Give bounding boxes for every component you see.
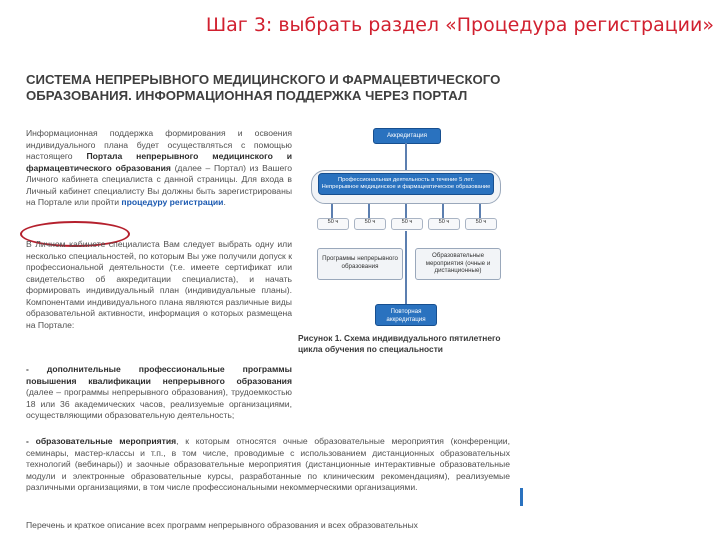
diagram-connector — [405, 204, 407, 218]
paragraph-intro — [26, 128, 292, 209]
paragraph-personal-cabinet: В Личном кабинете специалиста Вам следует выбрать одну или несколько специальностей, по которым Вы уже получили допуск к профессиональной деятельности (т.е. имеете сертификат или свидетельство об аккредитации специалиста), и начать формировать индивидуальный план (индивидуальные планы). Компонентами индивидуального плана являются различные виды образовательной активности, информация о которых размещена на Портале: — [26, 239, 292, 330]
scroll-marker — [520, 488, 523, 506]
paragraph-intro-text-a: Информационная поддержка формирования и освоения индивидуального плана будет осуществляться с помощью настоящего — [26, 128, 292, 161]
paragraph-list: Перечень и краткое описание всех программ непрерывного образования и всех образовательных — [26, 520, 418, 530]
events-bold: - образовательные мероприятия — [26, 436, 177, 446]
programs-bold: - дополнительные профессиональные программы повышения квалификации непрерывного образования — [26, 364, 292, 386]
diagram-connector — [405, 143, 407, 170]
diagram-connector — [331, 204, 333, 218]
programs-text: (далее – программы непрерывного образования), трудоемкостью 18 или 36 академических часов, реализуемые организациями, осуществляющими образовательную деятельность; — [26, 387, 292, 420]
diagram-connector — [442, 204, 444, 218]
diagram-bottom-box: Повторная аккредитация — [375, 304, 437, 326]
portal-name: Портала непрерывного медицинского и фармацевтического образования — [26, 151, 292, 173]
slide-title: Шаг 3: выбрать раздел «Процедура регистрации» — [205, 14, 714, 36]
diagram-year-box: 50 ч — [354, 218, 386, 230]
paragraph-intro-text-b: (далее – Портал) из Вашего Личного кабинета специалиста с данной страницы. Для входа в Личный кабинет специалисту Вы должны быть зарегистрированы на Портале или пройти — [26, 162, 293, 207]
paragraph-programs — [26, 364, 292, 422]
events-text: , к которым относятся очные образовательные мероприятия (конференции, семинары, мастер-классы и т.п., в том числе, проводимые с использованием дистанционных образовательных технологий (вебинары)) и заочные образовательные мероприятия (дистанционные интерактивные образовательные модули и электронные образовательные курсы, разработанные по клиническим рекомендациям), реализуемые различными организациями, в том числе профессиональными некоммерческими организациями. — [26, 436, 510, 492]
document-heading: СИСТЕМА НЕПРЕРЫВНОГО МЕДИЦИНСКОГО И ФАРМАЦЕВТИЧЕСКОГО ОБРАЗОВАНИЯ. ИНФОРМАЦИОННАЯ ПОДДЕРЖКА ЧЕРЕЗ ПОРТАЛ — [26, 72, 501, 103]
diagram-middle-box — [311, 170, 501, 204]
figure-caption: Рисунок 1. Схема индивидуального пятилетнего цикла обучения по специальности — [298, 333, 501, 354]
education-cycle-diagram — [303, 126, 510, 331]
paragraph-events — [26, 436, 510, 494]
diagram-year-box: 50 ч — [465, 218, 497, 230]
diagram-top-box: Аккредитация — [373, 128, 441, 144]
diagram-year-box: 50 ч — [317, 218, 349, 230]
diagram-right-box: Образовательные мероприятия (очные и дистанционные) — [415, 248, 501, 280]
diagram-connector — [368, 204, 370, 218]
diagram-year-box: 50 ч — [391, 218, 423, 230]
document-heading-block — [26, 72, 526, 104]
diagram-year-box: 50 ч — [428, 218, 460, 230]
registration-procedure-link[interactable]: процедуру регистрации — [121, 197, 224, 207]
paragraph-intro-end: . — [223, 197, 226, 207]
diagram-connector — [479, 204, 481, 218]
diagram-left-box: Программы непрерывного образования — [317, 248, 403, 280]
diagram-connector — [405, 231, 407, 304]
diagram-middle-box-label: Профессиональная деятельность в течение 5 лет. Непрерывное медицинское и фармацевтическое образование — [318, 173, 494, 195]
